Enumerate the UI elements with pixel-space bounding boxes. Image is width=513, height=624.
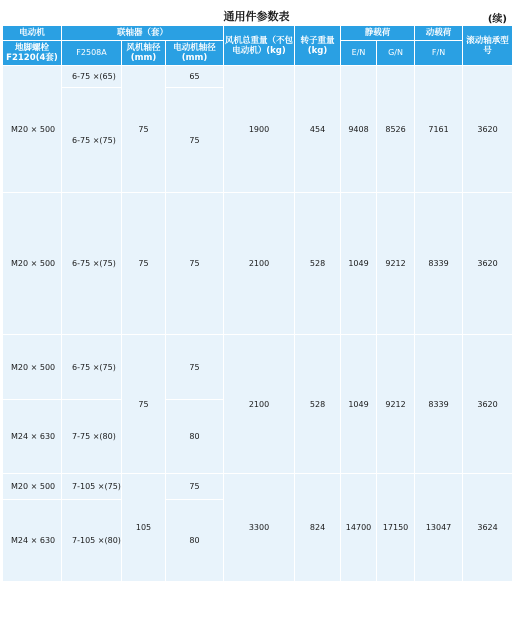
rotor-weight-header: 转子重量(kg) — [295, 26, 341, 66]
gn-cell: 9212 — [377, 335, 415, 474]
anchor-bolt-cell: M20 × 500 — [3, 335, 62, 400]
fan-shaft-cell: 75 — [122, 193, 166, 335]
fn-header: F/N — [415, 41, 463, 66]
motor-shaft-cell: 75 — [166, 335, 224, 400]
motor-shaft-cell: 75 — [166, 193, 224, 335]
anchor-bolt-cell: M20 × 500 — [3, 66, 62, 193]
table-row — [3, 335, 513, 400]
coupling-cell: 7-105 ×(80) — [62, 500, 122, 582]
fan-weight-cell: 2100 — [224, 335, 295, 474]
rotor-weight-cell: 528 — [295, 193, 341, 335]
anchor-bolt-cell: M20 × 500 — [3, 193, 62, 335]
fn-cell: 8339 — [415, 335, 463, 474]
fn-cell: 7161 — [415, 66, 463, 193]
rotor-weight-cell: 824 — [295, 474, 341, 582]
en-header: E/N — [341, 41, 377, 66]
anchor-bolt-cell: M24 × 630 — [3, 500, 62, 582]
coupling-cell: 6-75 ×(75) — [62, 335, 122, 400]
table-row — [3, 193, 513, 335]
motor-shaft-cell: 75 — [166, 474, 224, 500]
motor-shaft-cell: 65 — [166, 66, 224, 88]
coupling-header: 联轴器（套） — [62, 26, 224, 41]
fn-cell: 13047 — [415, 474, 463, 582]
fan-weight-cell: 3300 — [224, 474, 295, 582]
table-row — [3, 474, 513, 500]
coupling-cell: 6-75 ×(75) — [62, 88, 122, 193]
motor-header: 电动机 — [3, 26, 62, 41]
fn-cell: 8339 — [415, 193, 463, 335]
gn-cell: 9212 — [377, 193, 415, 335]
motor-shaft-header: 电动机轴径(mm) — [166, 41, 224, 66]
table-row — [3, 66, 513, 88]
continued-label: (续) — [487, 14, 507, 25]
en-cell: 1049 — [341, 335, 377, 474]
rotor-weight-cell: 528 — [295, 335, 341, 474]
bearing-cell: 3620 — [463, 335, 513, 474]
static-load-header: 静载荷 — [341, 26, 415, 41]
bearing-cell: 3620 — [463, 66, 513, 193]
gn-header: G/N — [377, 41, 415, 66]
anchor-bolt-header: 地脚螺栓F2120(4套) — [3, 41, 62, 66]
rotor-weight-cell: 454 — [295, 66, 341, 193]
fan-shaft-cell: 75 — [122, 66, 166, 193]
motor-shaft-cell: 75 — [166, 88, 224, 193]
bearing-cell: 3624 — [463, 474, 513, 582]
en-cell: 14700 — [341, 474, 377, 582]
parameter-table — [2, 25, 513, 582]
bearing-cell: 3620 — [463, 193, 513, 335]
f2508a-header: F2508A — [62, 41, 122, 66]
en-cell: 9408 — [341, 66, 377, 193]
gn-cell: 8526 — [377, 66, 415, 193]
fan-shaft-cell: 105 — [122, 474, 166, 582]
table-title: 通用件参数表 — [223, 10, 290, 23]
coupling-cell: 7-105 ×(75) — [62, 474, 122, 500]
fan-weight-cell: 2100 — [224, 193, 295, 335]
en-cell: 1049 — [341, 193, 377, 335]
motor-shaft-cell: 80 — [166, 500, 224, 582]
fan-shaft-header: 风机轴径(mm) — [122, 41, 166, 66]
anchor-bolt-cell: M20 × 500 — [3, 474, 62, 500]
coupling-cell: 7-75 ×(80) — [62, 400, 122, 474]
coupling-cell: 6-75 ×(65) — [62, 66, 122, 88]
bearing-header: 滚动轴承型号 — [463, 26, 513, 66]
motor-shaft-cell: 80 — [166, 400, 224, 474]
dynamic-load-header: 动载荷 — [415, 26, 463, 41]
fan-weight-header: 风机总重量（不包电动机）(kg) — [224, 26, 295, 66]
anchor-bolt-cell: M24 × 630 — [3, 400, 62, 474]
fan-weight-cell: 1900 — [224, 66, 295, 193]
fan-shaft-cell: 75 — [122, 335, 166, 474]
coupling-cell: 6-75 ×(75) — [62, 193, 122, 335]
gn-cell: 17150 — [377, 474, 415, 582]
